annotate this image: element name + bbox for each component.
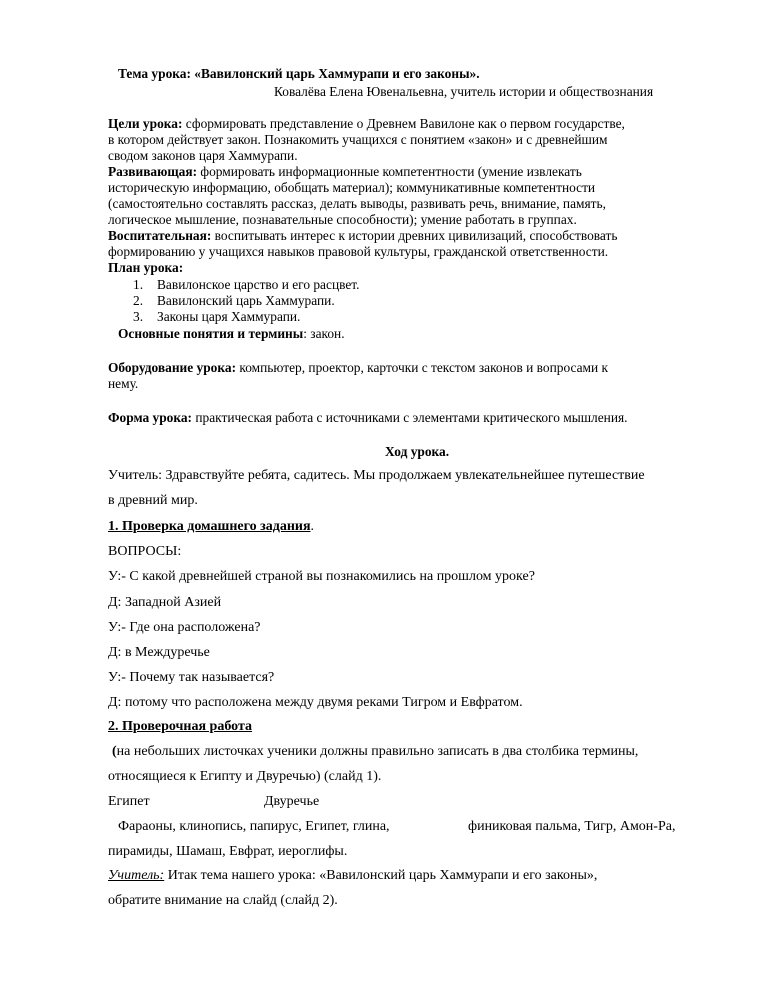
lesson-title: Тема урока: «Вавилонский царь Хаммурапи и его законы». — [118, 66, 480, 81]
equipment-label: Оборудование урока: — [108, 360, 237, 375]
teacher-statement-line-1 — [108, 868, 597, 884]
educational-label: Воспитательная: — [108, 228, 212, 243]
course-heading: Ход урока. — [385, 444, 450, 459]
equipment-line-1 — [108, 360, 608, 376]
goals-text-1: сформировать представление о Древнем Вавилоне как о первом государстве, — [182, 116, 625, 131]
section1-heading: 1. Проверка домашнего задания — [108, 519, 311, 534]
plan-label: План урока: — [108, 260, 184, 275]
teacher-intro-line-2: в древний мир. — [108, 493, 198, 508]
plan-item-label: Законы царя Хаммурапи. — [157, 309, 301, 324]
concepts-text: : закон. — [303, 326, 345, 341]
instruction-text: на небольших листочках ученики должны правильно записать в два столбика термины, — [116, 744, 639, 759]
developing-line-4: логическое мышление, познавательные способности); умение работать в группах. — [108, 212, 577, 227]
section2-instruction-line-1 — [112, 744, 714, 760]
terms-line-2: пирамиды, Шамаш, Евфрат, иероглифы. — [108, 844, 348, 859]
dialog-line-6: Д: потому что расположена между двумя реками Тигром и Евфратом. — [108, 695, 523, 710]
form-label: Форма урока: — [108, 410, 193, 425]
form-line — [108, 410, 628, 426]
form-text: практическая работа с источниками с элементами критического мышления. — [192, 410, 628, 425]
goals-line-3: сводом законов царя Хаммурапи. — [108, 148, 298, 163]
questions-label: ВОПРОСЫ: — [108, 544, 182, 559]
dialog-line-3: У:- Где она расположена? — [108, 620, 261, 635]
educational-line-1 — [108, 228, 617, 244]
educational-line-2: формированию у учащихся навыков правовой культуры, гражданской ответственности. — [108, 244, 609, 259]
plan-item-1 — [133, 277, 360, 293]
concepts-label: Основные понятия и термины — [118, 326, 304, 341]
goals-label: Цели урока: — [108, 116, 183, 131]
dialog-line-1: У:- С какой древнейшей страной вы познакомились на прошлом уроке? — [108, 569, 535, 584]
plan-number: 2. — [133, 293, 144, 308]
column-egypt: Египет — [108, 794, 150, 809]
teacher-statement-line-2: обратите внимание на слайд (слайд 2). — [108, 893, 338, 908]
section1-heading-tail: . — [310, 519, 315, 534]
dialog-line-2: Д: Западной Азией — [108, 595, 222, 610]
developing-label: Развивающая: — [108, 164, 198, 179]
author-line: Ковалёва Елена Ювенальевна, учитель истории и обществознания — [274, 84, 654, 99]
goals-line-1 — [108, 116, 625, 132]
equipment-text-1: компьютер, проектор, карточки с текстом законов и вопросами к — [236, 360, 609, 375]
dialog-line-5: У:- Почему так называется? — [108, 670, 275, 685]
terms-line-1-right: финиковая пальма, Тигр, Амон-Ра, — [468, 819, 676, 834]
educational-text-1: воспитывать интерес к истории древних цивилизаций, способствовать — [211, 228, 618, 243]
equipment-line-2: нему. — [108, 376, 139, 391]
section1-heading-line — [108, 519, 314, 535]
developing-line-3: (самостоятельно составлять рассказ, делать выводы, развивать речь, внимание, память, — [108, 196, 606, 211]
column-mesopotamia: Двуречье — [264, 794, 320, 809]
plan-item-label: Вавилонское царство и его расцвет. — [157, 277, 360, 292]
goals-line-2: в котором действует закон. Познакомить учащихся с понятием «закон» и с древнейшим — [108, 132, 608, 147]
plan-item-2 — [133, 293, 335, 309]
developing-line-1 — [108, 164, 582, 180]
plan-item-3 — [133, 309, 301, 325]
instruction-paren: ( — [112, 744, 117, 759]
plan-number: 1. — [133, 277, 144, 292]
plan-number: 3. — [133, 309, 144, 324]
dialog-line-4: Д: в Междуречье — [108, 645, 210, 660]
concepts-line — [118, 326, 345, 342]
developing-line-2: историческую информацию, обобщать материал); коммуникативные компетентности — [108, 180, 596, 195]
teacher-text-1: Итак тема нашего урока: «Вавилонский царь Хаммурапи и его законы», — [164, 868, 598, 883]
section2-instruction-line-2: относящиеся к Египту и Двуречью) (слайд 1). — [108, 769, 382, 784]
plan-item-label: Вавилонский царь Хаммурапи. — [157, 293, 335, 308]
developing-text-1: формировать информационные компетентности (умение извлекать — [197, 164, 582, 179]
terms-line-1-left: Фараоны, клинопись, папирус, Египет, глина, — [118, 819, 390, 834]
teacher-intro-line-1: Учитель: Здравствуйте ребята, садитесь. Мы продолжаем увлекательнейшее путешествие — [108, 468, 645, 483]
section2-instruction-1 — [112, 744, 638, 760]
teacher-label: Учитель: — [108, 868, 165, 883]
section2-heading: 2. Проверочная работа — [108, 719, 253, 734]
